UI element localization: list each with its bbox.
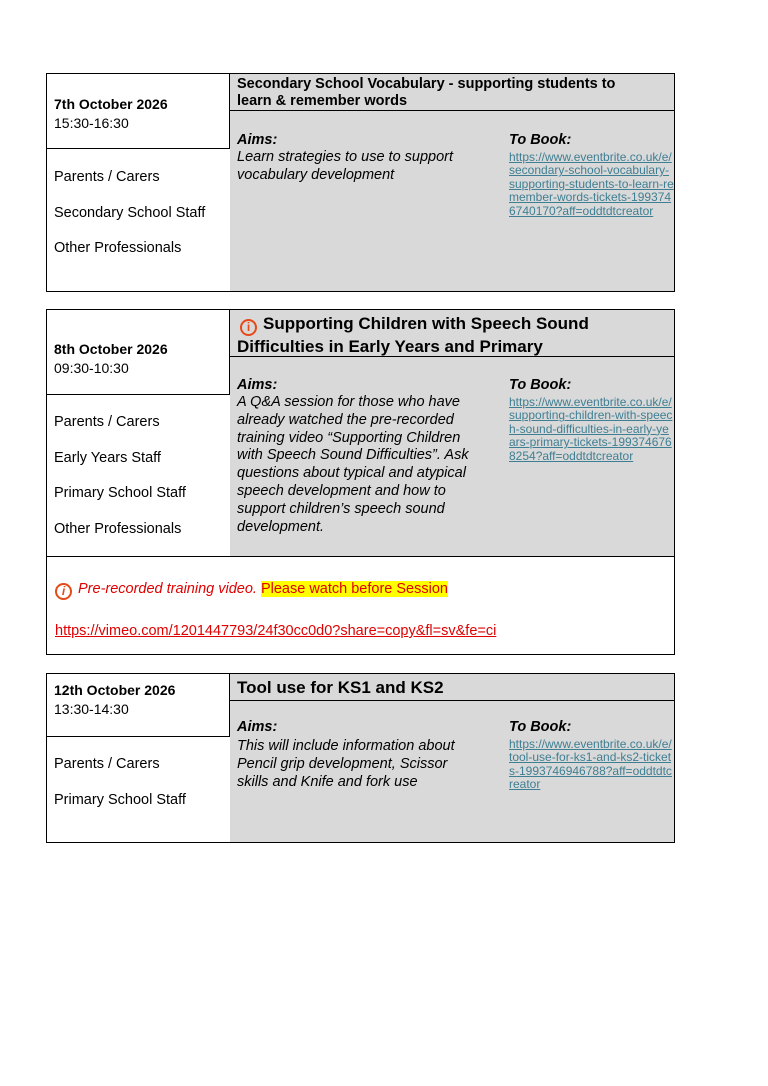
book-heading: To Book: [509,132,572,148]
aims-heading: Aims: [237,132,278,148]
note-text [55,581,448,600]
details-cell [230,357,674,556]
aims-text: Learn strategies to use to support vocabulary development [237,149,454,183]
audience-item: Early Years Staff [54,450,161,466]
note-highlight: Please watch before Session [260,581,448,597]
booking-link[interactable]: https://www.eventbrite.co.uk/e/secondary-school-vocabulary-supporting-students-to-learn-remember-words-tickets-1993746740170?aff=oddtdtcreator [509,150,674,218]
event-title: Tool use for KS1 and KS2 [237,678,444,697]
event-time: 13:30-14:30 [54,701,129,717]
date-time-cell [47,674,230,737]
audience-cell [47,737,230,842]
aims-text: A Q&A session for those who have already watched the pre-recorded training video “Supporting Children with Speech Sound Difficulties”. Ask questions about typical and atypical speech development and how to support children’s speech sound development. [237,394,469,535]
audience-item: Primary School Staff [54,485,186,501]
pre-recorded-note [47,556,674,654]
event-title [237,313,654,357]
details-cell [230,701,674,842]
date-time-cell [47,310,230,395]
event-title: Secondary School Vocabulary - supporting students to learn & remember words [237,76,616,109]
event-date: 8th October 2026 [54,341,168,357]
note-label: Pre-recorded training video. [78,581,261,597]
event-title-text: Supporting Children with Speech Sound Difficulties in Early Years and Primary [237,314,589,356]
aims-heading: Aims: [237,377,278,393]
event-card-2 [46,309,675,655]
audience-item: Primary School Staff [54,792,186,808]
audience-item: Other Professionals [54,240,182,256]
info-icon: i [55,583,72,600]
info-icon: i [240,319,257,336]
date-time-cell [47,74,230,149]
title-cell [230,310,674,357]
audience-cell [47,149,230,291]
event-time: 15:30-16:30 [54,115,129,131]
book-heading: To Book: [509,377,572,393]
video-link[interactable]: https://vimeo.com/1201447793/24f30cc0d0?share=copy&fl=sv&fe=ci [55,623,497,639]
audience-item: Parents / Carers [54,169,160,185]
audience-item: Parents / Carers [54,756,160,772]
event-date: 12th October 2026 [54,682,176,698]
title-cell [230,74,674,111]
book-heading: To Book: [509,719,572,735]
event-time: 09:30-10:30 [54,360,129,376]
audience-item: Other Professionals [54,521,182,537]
details-cell [230,111,674,291]
audience-cell [47,395,230,556]
event-date: 7th October 2026 [54,96,168,112]
aims-heading: Aims: [237,719,278,735]
title-cell [230,674,674,701]
audience-item: Secondary School Staff [54,205,206,221]
event-card-1 [46,73,675,292]
booking-link[interactable]: https://www.eventbrite.co.uk/e/tool-use-for-ks1-and-ks2-tickets-1993746946788?aff=oddtdtcreator [509,737,672,792]
aims-text: This will include information about Pencil grip development, Scissor skills and Knife and fork use [237,738,455,790]
booking-link[interactable]: https://www.eventbrite.co.uk/e/supporting-children-with-speech-sound-difficulties-in-early-years-primary-tickets-1993746768254?aff=oddtdtcreator [509,395,673,463]
audience-item: Parents / Carers [54,414,160,430]
event-card-3 [46,673,675,843]
